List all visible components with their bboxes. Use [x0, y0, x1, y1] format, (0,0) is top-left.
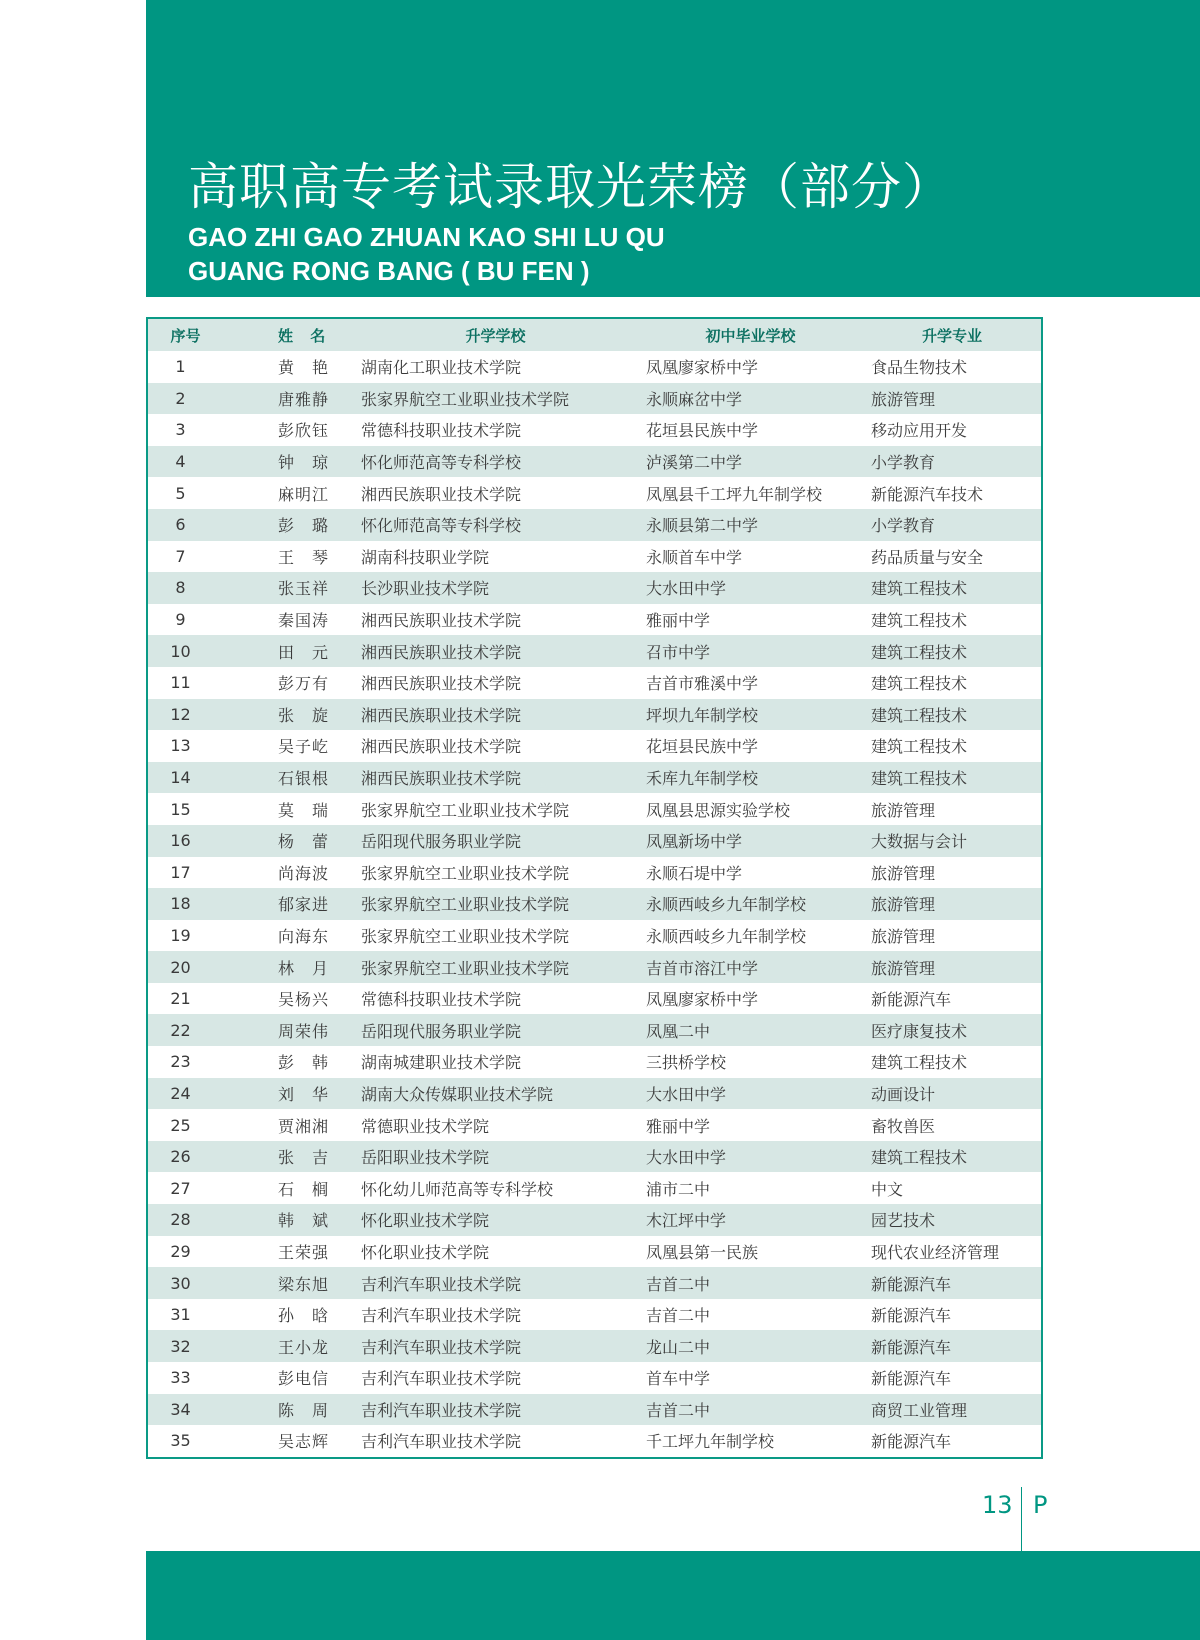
junior-high-school: 木江坪中学 — [638, 1204, 863, 1236]
junior-high-school: 凤凰廖家桥中学 — [646, 990, 759, 1010]
admitted-major: 建筑工程技术 — [863, 635, 1041, 667]
admitted-college: 湘西民族职业技术学院 — [353, 635, 638, 667]
junior-high-school: 召市中学 — [638, 635, 863, 667]
student-name: 吴志辉 — [278, 1432, 330, 1452]
junior-high-school: 永顺麻岔中学 — [638, 383, 863, 415]
student-name: 麻明江 — [278, 484, 330, 504]
row-number: 32 — [148, 1330, 223, 1362]
table-row — [148, 857, 1041, 889]
table-row — [148, 825, 1041, 857]
admitted-college: 湘西民族职业技术学院 — [361, 484, 522, 504]
admitted-college: 张家界航空工业职业技术学院 — [353, 383, 638, 415]
student-name: 唐雅静 — [223, 383, 353, 415]
row-number: 33 — [170, 1368, 191, 1388]
admitted-major: 医疗康复技术 — [863, 1014, 1041, 1046]
student-name: 田 元 — [223, 635, 353, 667]
student-name: 张玉祥 — [223, 572, 353, 604]
row-number: 22 — [148, 1014, 223, 1046]
admitted-college: 吉利汽车职业技术学院 — [361, 1306, 522, 1326]
junior-high-school: 凤凰县千工坪九年制学校 — [646, 484, 823, 504]
junior-high-school: 泸溪第二中学 — [638, 446, 863, 478]
junior-high-school: 雅丽中学 — [646, 611, 711, 631]
junior-high-school: 吉首市溶江中学 — [638, 951, 863, 983]
admitted-college: 张家界航空工业职业技术学院 — [361, 926, 570, 946]
table-row — [148, 1330, 1041, 1362]
admitted-major: 建筑工程技术 — [863, 762, 1041, 794]
row-number: 13 — [170, 736, 191, 756]
honor-roll-table — [146, 317, 1043, 1459]
row-number: 8 — [148, 572, 223, 604]
junior-high-school: 龙山二中 — [638, 1330, 863, 1362]
row-number: 12 — [148, 699, 223, 731]
admitted-college: 湘西民族职业技术学院 — [353, 762, 638, 794]
student-name: 韩 斌 — [223, 1204, 353, 1236]
admitted-college: 湘西民族职业技术学院 — [353, 699, 638, 731]
student-name: 钟 琼 — [223, 446, 353, 478]
table-row — [148, 1267, 1041, 1299]
admitted-major: 建筑工程技术 — [871, 737, 968, 757]
page-title: 高职高专考试录取光荣榜（部分） — [188, 158, 953, 216]
student-name: 周荣伟 — [223, 1014, 353, 1046]
table-row — [148, 888, 1041, 920]
admitted-major: 旅游管理 — [871, 800, 936, 820]
row-number: 27 — [170, 1178, 191, 1198]
table-row — [148, 1141, 1041, 1173]
table-row — [148, 541, 1041, 573]
student-name: 林 月 — [223, 951, 353, 983]
admitted-college: 岳阳职业技术学院 — [353, 1141, 638, 1173]
student-name: 王 琴 — [278, 547, 330, 567]
junior-high-school: 大水田中学 — [638, 572, 863, 604]
row-number: 10 — [148, 635, 223, 667]
junior-high-school: 凤凰新场中学 — [638, 825, 863, 857]
junior-high-school: 雅丽中学 — [646, 1116, 711, 1136]
admitted-major: 园艺技术 — [863, 1204, 1041, 1236]
student-name: 陈 周 — [223, 1394, 353, 1426]
student-name: 王荣强 — [278, 1242, 330, 1262]
junior-high-school: 禾库九年制学校 — [638, 762, 863, 794]
subtitle-line-1: GAO ZHI GAO ZHUAN KAO SHI LU QU — [188, 222, 665, 252]
table-row — [148, 920, 1041, 952]
junior-high-school: 永顺首车中学 — [646, 547, 743, 567]
admitted-college: 吉利汽车职业技术学院 — [353, 1267, 638, 1299]
admitted-college: 张家界航空工业职业技术学院 — [361, 863, 570, 883]
admitted-major: 新能源汽车 — [871, 1432, 952, 1452]
admitted-college: 怀化师范高等专科学校 — [353, 509, 638, 541]
row-number: 1 — [175, 357, 186, 377]
row-number: 15 — [170, 799, 191, 819]
student-name: 彭万有 — [278, 674, 330, 694]
column-header: 升学专业 — [863, 319, 1041, 351]
table-row — [148, 1394, 1041, 1426]
admitted-major: 建筑工程技术 — [863, 699, 1041, 731]
table-row — [148, 1425, 1041, 1457]
admitted-major: 药品质量与安全 — [871, 547, 984, 567]
row-number: 26 — [148, 1141, 223, 1173]
row-number: 21 — [170, 989, 191, 1009]
column-header: 序号 — [148, 319, 223, 351]
page-letter: P — [1033, 1491, 1048, 1519]
footer-band — [146, 1551, 1200, 1640]
row-number: 2 — [148, 383, 223, 415]
table-row — [148, 604, 1041, 636]
admitted-college: 张家界航空工业职业技术学院 — [353, 951, 638, 983]
row-number: 31 — [170, 1305, 191, 1325]
table-row — [148, 1109, 1041, 1141]
admitted-major: 小学教育 — [863, 509, 1041, 541]
junior-high-school: 吉首二中 — [638, 1267, 863, 1299]
admitted-college: 湘西民族职业技术学院 — [361, 674, 522, 694]
table-row — [148, 383, 1041, 415]
row-number: 34 — [148, 1394, 223, 1426]
admitted-college: 怀化职业技术学院 — [361, 1242, 490, 1262]
student-name: 杨 蕾 — [223, 825, 353, 857]
table-row — [148, 983, 1041, 1015]
admitted-college: 湖南科技职业学院 — [361, 547, 490, 567]
admitted-major: 建筑工程技术 — [863, 572, 1041, 604]
junior-high-school: 吉首二中 — [646, 1306, 711, 1326]
student-name: 莫 瑞 — [278, 800, 330, 820]
junior-high-school: 凤凰二中 — [638, 1014, 863, 1046]
student-name: 彭欣钰 — [278, 421, 330, 441]
admitted-college: 湖南化工职业技术学院 — [361, 358, 522, 378]
row-number: 6 — [148, 509, 223, 541]
table-row — [148, 1236, 1041, 1268]
row-number: 5 — [175, 483, 186, 503]
subtitle-line-2: GUANG RONG BANG ( BU FEN ) — [188, 256, 590, 286]
admitted-college: 吉利汽车职业技术学院 — [361, 1369, 522, 1389]
admitted-college: 湖南城建职业技术学院 — [361, 1053, 522, 1073]
admitted-college: 吉利汽车职业技术学院 — [353, 1330, 638, 1362]
row-number: 20 — [148, 951, 223, 983]
junior-high-school: 大水田中学 — [638, 1141, 863, 1173]
junior-high-school: 三拱桥学校 — [646, 1053, 727, 1073]
page-subtitle — [188, 220, 665, 288]
row-number: 9 — [175, 610, 186, 630]
junior-high-school: 凤凰县思源实验学校 — [646, 800, 791, 820]
table-row — [148, 793, 1041, 825]
page-number: 13 — [982, 1491, 1013, 1519]
admitted-college: 湘西民族职业技术学院 — [361, 611, 522, 631]
admitted-college: 湖南大众传媒职业技术学院 — [353, 1078, 638, 1110]
admitted-major: 中文 — [871, 1179, 904, 1199]
junior-high-school: 永顺西岐乡九年制学校 — [638, 888, 863, 920]
student-name: 张 吉 — [223, 1141, 353, 1173]
admitted-major: 新能源汽车 — [871, 1369, 952, 1389]
table-row — [148, 730, 1041, 762]
admitted-college: 怀化师范高等专科学校 — [353, 446, 638, 478]
table-row — [148, 414, 1041, 446]
admitted-major: 移动应用开发 — [871, 421, 968, 441]
student-name: 郁家进 — [223, 888, 353, 920]
junior-high-school: 吉首市雅溪中学 — [646, 674, 759, 694]
table-row — [148, 1204, 1041, 1236]
admitted-college: 怀化幼儿师范高等专科学校 — [361, 1179, 554, 1199]
junior-high-school: 永顺西岐乡九年制学校 — [646, 926, 807, 946]
admitted-major: 建筑工程技术 — [871, 674, 968, 694]
junior-high-school: 浦市二中 — [646, 1179, 711, 1199]
admitted-major: 新能源汽车 — [863, 1330, 1041, 1362]
row-number: 23 — [170, 1052, 191, 1072]
junior-high-school: 永顺石堤中学 — [646, 863, 743, 883]
student-name: 石银根 — [223, 762, 353, 794]
admitted-major: 新能源汽车 — [871, 1306, 952, 1326]
admitted-major: 新能源汽车 — [863, 1267, 1041, 1299]
row-number: 16 — [148, 825, 223, 857]
junior-high-school: 永顺县第二中学 — [638, 509, 863, 541]
row-number: 24 — [148, 1078, 223, 1110]
row-number: 29 — [170, 1241, 191, 1261]
admitted-college: 湘西民族职业技术学院 — [361, 737, 522, 757]
junior-high-school: 凤凰廖家桥中学 — [646, 358, 759, 378]
row-number: 30 — [148, 1267, 223, 1299]
admitted-major: 大数据与会计 — [863, 825, 1041, 857]
student-name: 刘 华 — [223, 1078, 353, 1110]
admitted-major: 动画设计 — [863, 1078, 1041, 1110]
row-number: 28 — [148, 1204, 223, 1236]
student-name: 吴杨兴 — [278, 990, 330, 1010]
student-name: 张 旋 — [223, 699, 353, 731]
junior-high-school: 坪坝九年制学校 — [638, 699, 863, 731]
table-row — [148, 1046, 1041, 1078]
row-number: 18 — [148, 888, 223, 920]
junior-high-school: 吉首二中 — [638, 1394, 863, 1426]
row-number: 4 — [148, 446, 223, 478]
admitted-major: 新能源汽车 — [871, 990, 952, 1010]
table-row — [148, 572, 1041, 604]
admitted-major: 建筑工程技术 — [863, 1141, 1041, 1173]
admitted-major: 新能源汽车技术 — [871, 484, 984, 504]
table-row — [148, 477, 1041, 509]
column-header: 升学学校 — [353, 319, 638, 351]
admitted-college: 长沙职业技术学院 — [353, 572, 638, 604]
admitted-college: 常德科技职业技术学院 — [361, 421, 522, 441]
row-number: 11 — [170, 673, 191, 693]
table-row — [148, 1299, 1041, 1331]
admitted-major: 旅游管理 — [871, 863, 936, 883]
row-number: 25 — [170, 1115, 191, 1135]
admitted-college: 怀化职业技术学院 — [353, 1204, 638, 1236]
table-row — [148, 351, 1041, 383]
student-name: 贾湘湘 — [278, 1116, 330, 1136]
column-header: 姓 名 — [223, 319, 353, 351]
admitted-college: 吉利汽车职业技术学院 — [361, 1432, 522, 1452]
table-row — [148, 1362, 1041, 1394]
admitted-college: 吉利汽车职业技术学院 — [353, 1394, 638, 1426]
junior-high-school: 花垣县民族中学 — [646, 737, 759, 757]
admitted-major: 旅游管理 — [871, 926, 936, 946]
student-name: 秦国涛 — [278, 611, 330, 631]
row-number: 7 — [175, 546, 186, 566]
junior-high-school: 花垣县民族中学 — [646, 421, 759, 441]
row-number: 17 — [170, 862, 191, 882]
table-row — [148, 667, 1041, 699]
student-name: 向海东 — [278, 926, 330, 946]
student-name: 彭电信 — [278, 1369, 330, 1389]
student-name: 黄 艳 — [278, 358, 330, 378]
student-name: 尚海波 — [278, 863, 330, 883]
table-row — [148, 635, 1041, 667]
table-row — [148, 1172, 1041, 1204]
admitted-college: 岳阳现代服务职业学院 — [353, 1014, 638, 1046]
student-name: 吴子屹 — [278, 737, 330, 757]
admitted-college: 张家界航空工业职业技术学院 — [353, 888, 638, 920]
table-row — [148, 1078, 1041, 1110]
admitted-college: 岳阳现代服务职业学院 — [353, 825, 638, 857]
admitted-major: 现代农业经济管理 — [871, 1242, 1000, 1262]
student-name: 石 榈 — [278, 1179, 330, 1199]
student-name: 孙 晗 — [278, 1306, 330, 1326]
student-name: 彭 璐 — [223, 509, 353, 541]
row-number: 3 — [175, 420, 186, 440]
table-row — [148, 1014, 1041, 1046]
admitted-major: 旅游管理 — [863, 951, 1041, 983]
table-row — [148, 446, 1041, 478]
admitted-college: 常德科技职业技术学院 — [361, 990, 522, 1010]
table-header-row — [148, 319, 1041, 351]
junior-high-school: 首车中学 — [646, 1369, 711, 1389]
row-number: 35 — [170, 1431, 191, 1451]
junior-high-school: 大水田中学 — [638, 1078, 863, 1110]
row-number: 14 — [148, 762, 223, 794]
admitted-college: 张家界航空工业职业技术学院 — [361, 800, 570, 820]
row-number: 19 — [170, 925, 191, 945]
student-name: 梁东旭 — [223, 1267, 353, 1299]
table-row — [148, 762, 1041, 794]
admitted-major: 旅游管理 — [863, 383, 1041, 415]
admitted-college: 常德职业技术学院 — [361, 1116, 490, 1136]
column-header: 初中毕业学校 — [638, 319, 863, 351]
table-row — [148, 699, 1041, 731]
admitted-major: 畜牧兽医 — [871, 1116, 936, 1136]
table-row — [148, 951, 1041, 983]
admitted-major: 商贸工业管理 — [863, 1394, 1041, 1426]
table-row — [148, 509, 1041, 541]
junior-high-school: 凤凰县第一民族 — [646, 1242, 759, 1262]
junior-high-school: 千工坪九年制学校 — [646, 1432, 775, 1452]
student-name: 彭 韩 — [278, 1053, 330, 1073]
admitted-major: 小学教育 — [863, 446, 1041, 478]
admitted-major: 旅游管理 — [863, 888, 1041, 920]
admitted-major: 食品生物技术 — [871, 358, 968, 378]
admitted-major: 建筑工程技术 — [871, 611, 968, 631]
student-name: 王小龙 — [223, 1330, 353, 1362]
page-number-divider — [1021, 1487, 1022, 1551]
admitted-major: 建筑工程技术 — [871, 1053, 968, 1073]
